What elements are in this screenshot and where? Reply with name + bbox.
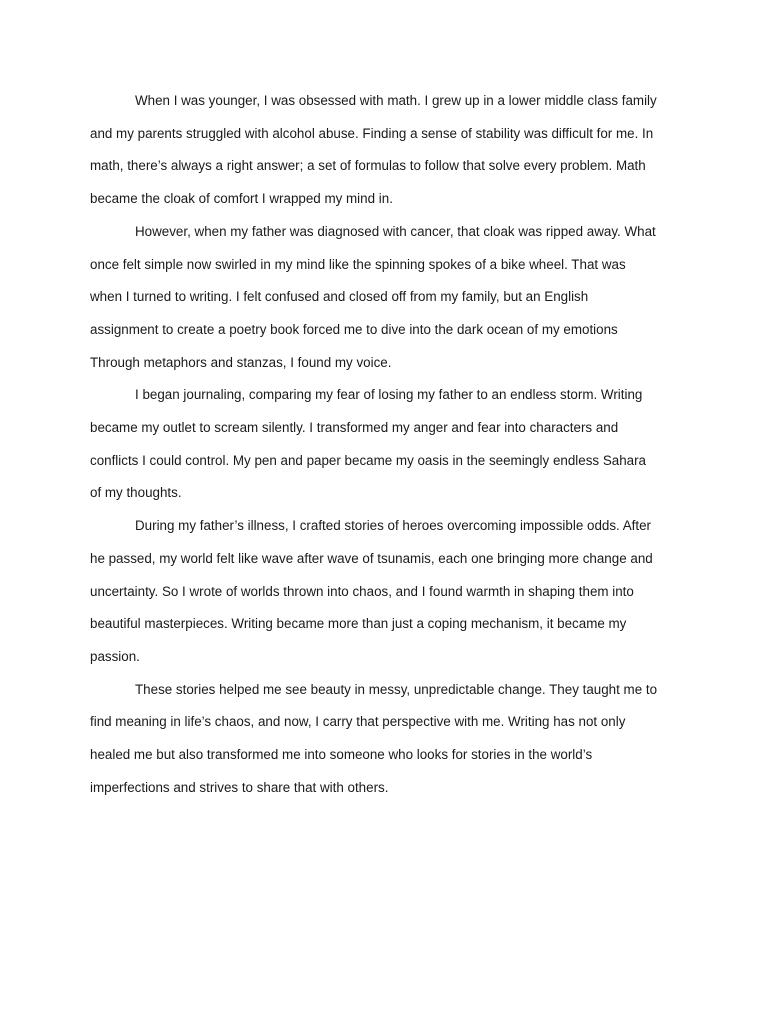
text-line: once felt simple now swirled in my mind like the spinning spokes of a bike wheel. That was: [90, 256, 626, 272]
text-line: uncertainty. So I wrote of worlds thrown into chaos, and I found warmth in shaping them into: [90, 583, 634, 599]
text-line: conflicts I could control. My pen and paper became my oasis in the seemingly endless Sahara: [90, 452, 647, 468]
text-line: These stories helped me see beauty in messy, unpredictable change. They taught me to: [135, 681, 658, 697]
text-line: imperfections and strives to share that with others.: [90, 779, 389, 795]
text-line: I began journaling, comparing my fear of losing my father to an endless storm. Writing: [135, 387, 643, 403]
text-line: find meaning in life’s chaos, and now, I carry that perspective with me. Writing has not only: [90, 714, 626, 730]
text-line: became the cloak of comfort I wrapped my mind in.: [90, 191, 393, 207]
text-line: During my father’s illness, I crafted stories of heroes overcoming impossible odds. After: [135, 518, 652, 534]
text-line: Through metaphors and stanzas, I found my voice.: [90, 354, 392, 370]
essay-paragraph-2: [90, 216, 678, 380]
text-line: When I was younger, I was obsessed with math. I grew up in a lower middle class family: [135, 93, 657, 108]
text-line: healed me but also transformed me into someone who looks for stories in the world’s: [90, 747, 593, 763]
essay-paragraph-1: [90, 85, 678, 216]
text-line: passion.: [90, 648, 140, 664]
text-line: when I turned to writing. I felt confused and closed off from my family, but an English: [90, 289, 589, 305]
essay-paragraph-4: [90, 510, 678, 674]
text-line: of my thoughts.: [90, 485, 182, 501]
essay-page: [90, 85, 678, 804]
text-line: assignment to create a poetry book forced me to dive into the dark ocean of my emotions: [90, 321, 618, 337]
text-line: beautiful masterpieces. Writing became more than just a coping mechanism, it became my: [90, 616, 627, 632]
text-line: math, there’s always a right answer; a set of formulas to follow that solve every problem. Math: [90, 158, 646, 174]
text-line: However, when my father was diagnosed with cancer, that cloak was ripped away. What: [135, 223, 656, 239]
essay-paragraph-3: [90, 379, 678, 510]
essay-paragraph-5: [90, 674, 678, 805]
text-line: he passed, my world felt like wave after wave of tsunamis, each one bringing more change and: [90, 550, 653, 566]
text-line: became my outlet to scream silently. I transformed my anger and fear into characters and: [90, 420, 619, 436]
text-line: and my parents struggled with alcohol abuse. Finding a sense of stability was difficult for me. In: [90, 125, 654, 141]
